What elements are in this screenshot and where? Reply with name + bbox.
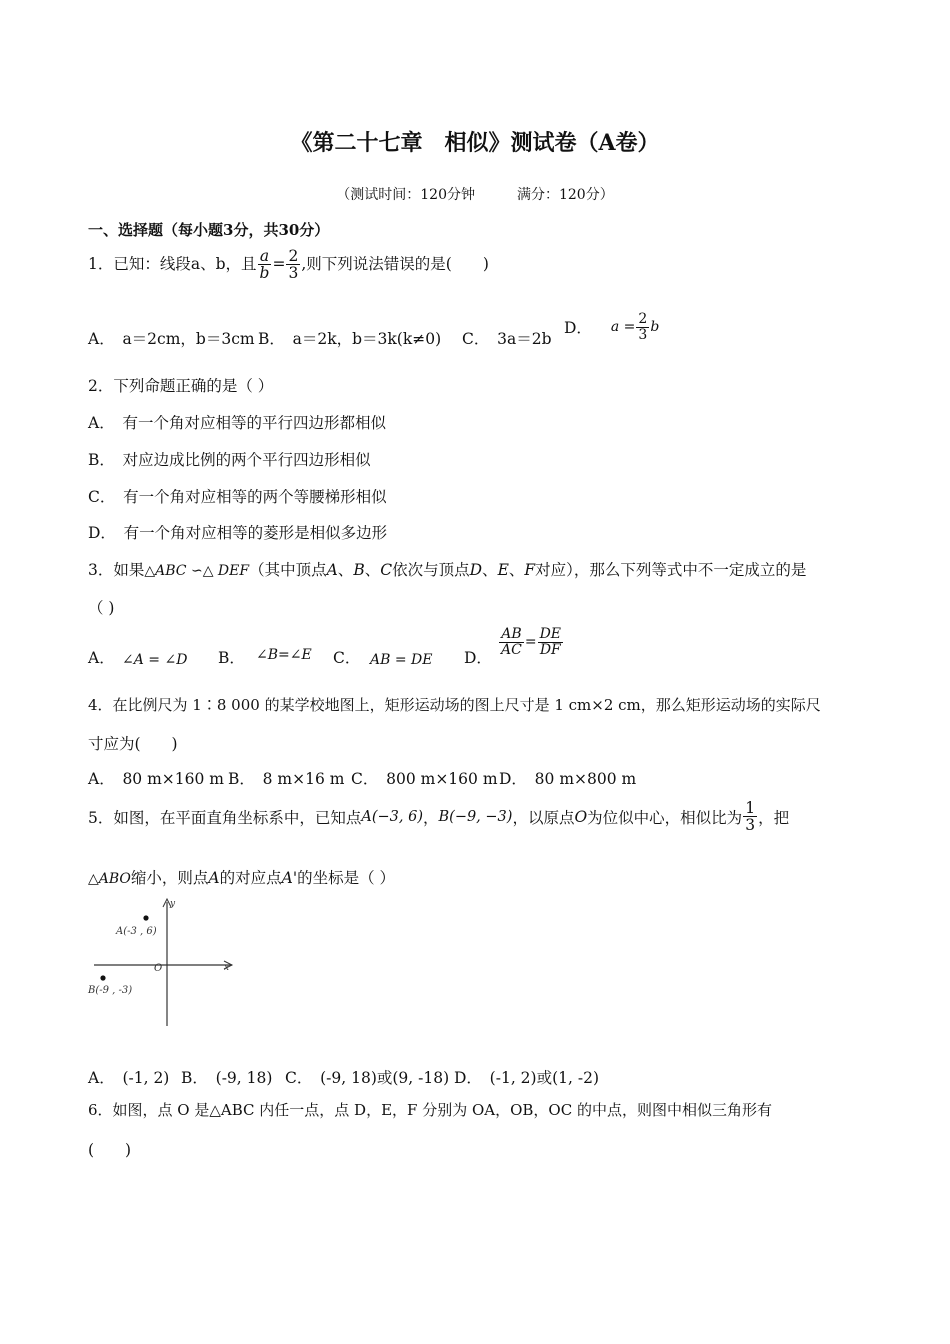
q5-text-2: ， [422, 808, 439, 827]
q5-text-5: ，把 [758, 808, 790, 827]
q5-l2-text-1: 缩小，则点 [130, 869, 209, 887]
section-heading: 一、选择题（每小题3分，共30分） [88, 221, 330, 239]
q2-opt-b: B． 对应边成比例的两个平行四边形相似 [88, 451, 371, 469]
q1-opt-d [564, 312, 659, 342]
q3-text-1: 3．如果 [88, 561, 145, 579]
q3-point-b: B [353, 561, 365, 579]
q1-opt-a: A． a＝2cm，b＝3cm [88, 330, 255, 348]
q3-opt-d-math [498, 627, 564, 657]
q5-point-a: A(−3, 6) [361, 808, 423, 825]
q3-opt-b-label: B． [218, 649, 245, 667]
q1-opt-d-label: D． [564, 319, 592, 338]
q5-triangle-abo: △ABO [88, 871, 131, 887]
q3-text-3: 依次与顶点 [392, 561, 470, 579]
q1-text-b: ,则下列说法错误的是( ) [301, 254, 489, 273]
q3-opt-c-math: AB = DE [370, 652, 433, 668]
q4-opt-c: C． 800 m×160 m [351, 770, 498, 788]
q5-origin: O [574, 807, 588, 826]
q1-fraction-ab [258, 248, 272, 282]
q4-opt-d: D． 80 m×800 m [499, 770, 637, 788]
question-5-line-2 [88, 866, 395, 888]
q3-opt-d-frac-1 [499, 627, 524, 657]
q5-l2-point-a-prime: A' [281, 869, 298, 887]
question-4-line-2: 寸应为( ) [88, 735, 178, 753]
q3-point-d: D [469, 561, 483, 579]
q2-opt-a: A． 有一个角对应相等的平行四边形都相似 [88, 414, 386, 432]
q3-opt-d-eq: = [524, 634, 537, 651]
question-4-line-1: 4．在比例尺为 1∶8 000 的某学校地图上，矩形运动场的图上尺寸是 1 cm×2 cm，那么矩形运动场的实际尺 [88, 696, 821, 714]
x-axis-label: x [224, 963, 230, 973]
q2-opt-d: D． 有一个角对应相等的菱形是相似多边形 [88, 524, 388, 542]
q2-opt-c: C． 有一个角对应相等的两个等腰梯形相似 [88, 488, 387, 506]
point-b-label: B(-9 , -3) [88, 985, 133, 996]
q3-sep-2: 、 [364, 561, 381, 579]
origin-label: O [154, 963, 163, 974]
q1-opt-d-den: 3 [638, 326, 648, 343]
q1-opt-d-var: b [650, 319, 660, 336]
point-a-label: A(-3 , 6) [116, 926, 157, 937]
q4-opt-a: A． 80 m×160 m [88, 770, 224, 788]
q1-opt-d-frac [636, 312, 649, 342]
q5-l2-point-a: A [208, 869, 220, 887]
q3-opt-d-label: D． [464, 649, 492, 667]
q4-opt-b: B． 8 m×16 m [228, 770, 345, 788]
q5-coordinate-figure [86, 894, 246, 1034]
q3-point-c: C [380, 561, 393, 579]
q1-opt-b: B． a＝2k，b＝3k(k≠0) [258, 330, 442, 348]
q3-opt-d-n2: DE [539, 626, 562, 642]
point-a-dot [143, 915, 148, 920]
q3-sep-4: 、 [508, 561, 525, 579]
q5-point-b: B(−9, −3) [438, 808, 513, 825]
q5-l2-text-3: 的坐标是（ ） [297, 869, 396, 887]
q1-frac-num: a [258, 248, 272, 265]
q1-text-a: 1．已知：线段a、b，且 [88, 254, 257, 273]
q3-point-f: F [524, 561, 536, 579]
q3-opt-d-frac-2 [538, 627, 563, 657]
q3-opt-d-d2: DF [539, 641, 561, 658]
question-3-stem [88, 558, 806, 580]
q5-frac-num: 1 [745, 799, 756, 817]
q5-text-3: ，以原点 [512, 808, 575, 827]
q5-l2-text-2: 的对应点 [219, 869, 282, 887]
q3-point-e: E [497, 561, 509, 579]
q1-frac-den: b [259, 264, 270, 283]
question-2-stem: 2．下列命题正确的是（ ） [88, 377, 274, 395]
point-b-dot [100, 975, 105, 980]
q3-opt-b-math: ∠B=∠E [256, 647, 312, 663]
q1-opt-d-lhs: a = [610, 319, 636, 336]
question-1-stem [88, 248, 489, 282]
page-title: 《第二十七章 相似》测试卷（A卷） [290, 130, 660, 156]
q1-opt-c: C． 3a＝2b [462, 330, 552, 348]
page-subtitle: （测试时间：120分钟 满分：120分） [336, 187, 614, 203]
q5-opt-c: C． (-9, 18)或(9, -18) [285, 1069, 450, 1087]
q5-text-1: 5．如图，在平面直角坐标系中，已知点 [88, 808, 362, 827]
q5-ratio-fraction [743, 800, 757, 834]
q5-opt-a: A． (-1, 2) [88, 1069, 170, 1087]
q3-text-4: 对应），那么下列等式中不一定成立的是 [535, 561, 807, 579]
q3-opt-c-label: C． [333, 649, 361, 667]
q3-point-a: A [326, 561, 338, 579]
question-6-line-1: 6．如图，点 O 是△ABC 内任一点，点 D，E，F 分别为 OA，OB，OC 的中点，则图中相似三角形有 [88, 1101, 772, 1119]
q1-val-den: 3 [288, 264, 299, 283]
q3-opt-d-d1: AC [501, 641, 522, 658]
q3-sep-1: 、 [337, 561, 354, 579]
q1-eq: = [272, 254, 286, 273]
q5-text-4: 为位似中心，相似比为 [587, 808, 743, 827]
q3-text-2: （其中顶点 [249, 561, 327, 579]
q3-opt-d-n1: AB [499, 627, 524, 643]
q3-line-2: （ ) [88, 599, 115, 617]
question-5-stem [88, 800, 789, 834]
q3-opt-a-label: A． [88, 649, 115, 667]
q1-opt-d-num: 2 [638, 311, 648, 327]
q5-opt-b: B． (-9, 18) [181, 1069, 273, 1087]
q1-val-num: 2 [288, 247, 299, 265]
q3-similar-math: △ABC ∽△ DEF [144, 563, 250, 579]
q3-sep-3: 、 [482, 561, 498, 579]
question-6-line-2: ( ) [88, 1141, 132, 1159]
y-axis-label: y [170, 899, 176, 909]
q5-frac-den: 3 [745, 816, 756, 835]
q1-fraction-value [286, 248, 300, 282]
q3-opt-a-math: ∠A = ∠D [122, 652, 188, 668]
q5-opt-d: D． (-1, 2)或(1, -2) [454, 1069, 599, 1087]
